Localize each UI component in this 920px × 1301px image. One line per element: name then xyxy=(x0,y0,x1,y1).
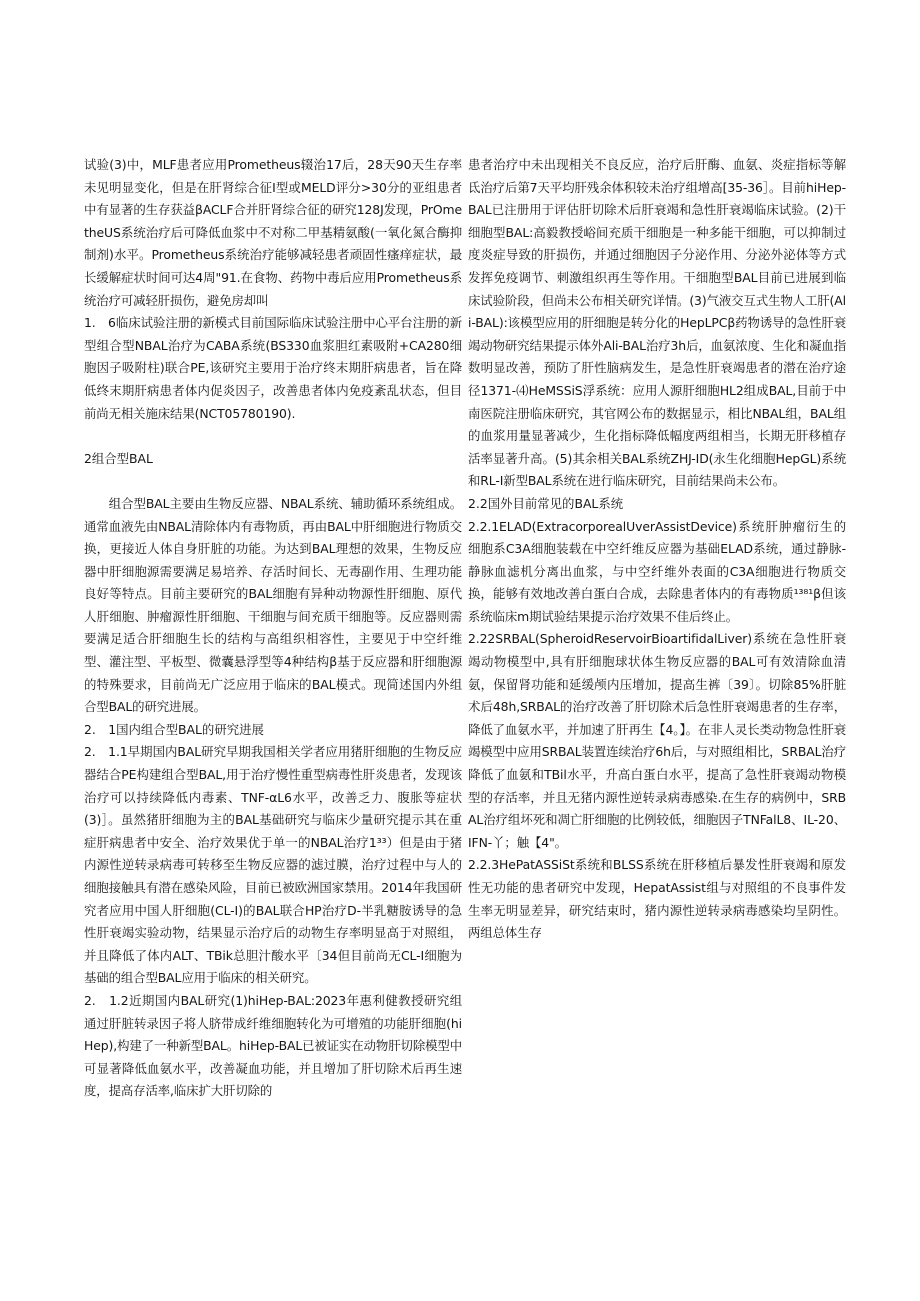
left-column xyxy=(84,154,462,1103)
right-paragraph-2: 2.2.1ELAD(ExtracorporealUverAssistDevice)系统肝肿瘤衍生的细胞系C3A细胞装载在中空纤维反应器为基础ELAD系统，通过静脉-静脉血滤机分离出血浆，与中空纤维外表面的C3A细胞进行物质交换，能够有效地改善白蛋白合成，去除患者体内的有毒物质¹³⁸¹β但该系统临床m期试验结果提示治疗效果不佳后终止。 xyxy=(468,518,846,624)
left-paragraph-3: 组合型BAL主要由生物反应器、NBAL系统、辅助循环系统组成。通常血液先由NBAL清除体内有毒物质，再由BAL中肝细胞进行物质交换，更接近人体自身肝脏的功能。为达到BAL理想的效果，生物反应器中肝细胞源需要满足易培养、存活时间长、无毒副作用、生理功能良好等特点。目前主要研究的BAL细胞有异种动物源性肝细胞、原代人肝细胞、肿瘤源性肝细胞、干细胞与间充质干细胞等。反应器则需要满足适合肝细胞生长的结构与高组织相容性，主要见于中空纤维型、灌注型、平板型、微囊悬浮型等4种结构β基于反应器和肝细胞源的特殊要求，目前尚无广泛应用于临床的BAL模式。现简述国内外组合型BAL的研究进展。 xyxy=(84,495,462,715)
right-paragraph-1: 患者治疗中未出现相关不良反应，治疗后肝酶、血氨、炎症指标等解氐治疗后第7天平均肝残余体积较未治疗组增高[35-36］。目前hiHep-BAL已注册用于评估肝切除术后肝衰竭和急性肝衰竭临床试验。(2)干细胞型BAL:高毅教授峪间充质干细胞是一种多能干细胞，可以抑制过度炎症导致的肝损伤，并通过细胞因子分泌作用、分泌外泌体等方式发挥免疫调节、刺激组织再生等作用。干细胞型BAL目前已进展到临床试验阶段，但尚未公布相关研究详情。(3)气液交互式生物人工肝(Ali-BAL):该模型应用的肝细胞是转分化的HepLPCβ药物诱导的急性肝衰竭动物研究结果提示体外Ali-BAL治疗3h后，血氨浓度、生化和凝血指数明显改善，预防了肝性脑病发生，是急性肝衰竭患者的潜在治疗途径1371-⑷HeMSSiS浮系统：应用人源肝细胞HL2组成BAL,目前于中南医院注册临床研究，其官网公布的数据显示，相比NBAL组，BAL组的血浆用量显著减少，生化指标降低幅度两组相当，长期无肝移植存活率显著升高。(5)其余相关BAL系统ZHJ-ID(永生化细胞HepGL)系统和RL-I新型BAL系统在进行临床研究，目前结果尚未公布。 xyxy=(468,157,846,489)
left-paragraph-1: 试验(3)中，MLF患者应用Prometheus辍治17后，28天90天生存率未见明显变化，但是在肝肾综合征I型或MELD评分>30分的亚组患者中有显著的生存获益βACLF合并肝肾综合征的研究128J发现，PrOmetheUS系统治疗后可降低血浆中不对称二甲基精氨酸(一氧化氮合酶抑制剂)水平。Prometheus系统治疗能够减轻患者顽固性瘙痒症状，最长缓解症状时间可达4周"91.在食物、药物中毒后应用Prometheus系统治疗可减轻肝损伤，避免房却叫 xyxy=(84,157,462,308)
spacer xyxy=(84,425,462,448)
left-paragraph-5: 2. 1.2近期国内BAL研究(1)hiHep-BAL:2023年惠利健教授研究组通过肝脏转录因子将人脐带成纤维细胞转化为可增殖的功能肝细胞(hiHep),构建了一种新型BAL。hiHep-BAL已被证实在动物肝切除模型中可显著降低血氨水平，改善凝血功能，并且增加了肝切除术后再生速度，提高存活率,临床扩大肝切除的 xyxy=(84,992,462,1099)
section-2-2-heading: 2.2国外目前常见的BAL系统 xyxy=(468,495,624,511)
right-paragraph-4: 2.2.3HePatASSiSt系统和BLSS系统在肝移植后暴发性肝衰竭和原发性无功能的患者研究中发现，HepatAssist组与对照组的不良事件发生率无明显差异，研究结束时，猪内源性逆转录病毒感染均呈阴性。两组总体生存 xyxy=(468,857,846,941)
section-2-1-heading: 2. 1国内组合型BAL的研究进展 xyxy=(84,721,264,737)
right-column xyxy=(468,154,846,945)
spacer xyxy=(84,470,462,493)
right-paragraph-3: 2.22SRBAL(SpheroidReservoirBioartifidalLiver)系统在急性肝衰竭动物模型中,具有肝细胞球状体生物反应器的BAL可有效清除血清氨，保留肾功能和延缓颅内压增加，提高生裤〔39〕。切除85%肝脏术后48h,SRBAL的治疗改善了肝切除术后急性肝衰竭患者的生存率，降低了血氨水平，并加速了肝再生【4。】。在非人灵长类动物急性肝衰竭模型中应用SRBAL装置连续治疗6h后，与对照组相比，SRBAL治疗降低了血氨和TBil水平，升高白蛋白水平，提高了急性肝衰竭动物模型的存活率，并且无猪内源性逆转录病毒感染.在生存的病例中，SRBAL治疗组坏死和凋亡肝细胞的比例较低，细胞因子TNFalL8、IL-20、IFN-丫；触【4"。 xyxy=(468,631,846,850)
left-paragraph-4: 2. 1.1早期国内BAL研究早期我国相关学者应用猪肝细胞的生物反应器结合PE构建组合型BAL,用于治疗慢性重型病毒性肝炎患者，发现该治疗可以持续降低内毒素、TNF-αL6水平，改善乏力、腹胀等症状(3)］。虽然猪肝细胞为主的BAL基础研究与临床少量研究提示其在重症肝病患者中安全、治疗效果优于单一的NBAL治疗1³³）但是由于猪内源性逆转录病毒可转移至生物反应器的滤过膜，治疗过程中与人的细胞接触具有潜在感染风险，目前已被欧洲国家禁用。2014年我国研究者应用中国人肝细胞(CL-I)的BAL联合HP治疗D-半乳糖胺诱导的急性肝衰竭实验动物，结果显示治疗后的动物生存率明显高于对照组，并且降低了体内ALT、TBik总胆汁酸水平〔34但目前尚无CL-I细胞为基础的组合型BAL应用于临床的相关研究。 xyxy=(84,744,462,986)
section-2-heading: 2组合型BAL xyxy=(84,450,153,466)
left-paragraph-2: 1. 6临床试验注册的新模式目前国际临床试验注册中心平台注册的新型组合型NBAL治疗为CABA系统(BS330血浆胆红素吸附+CA280细胞因子吸附柱)联合PE,该研究主要用于治疗终末期肝病患者，旨在降低终末期肝病患者体内促炎因子，改善患者体内免疫紊乱状态，但目前尚无相关施床结果(NCT05780190). xyxy=(84,315,462,421)
